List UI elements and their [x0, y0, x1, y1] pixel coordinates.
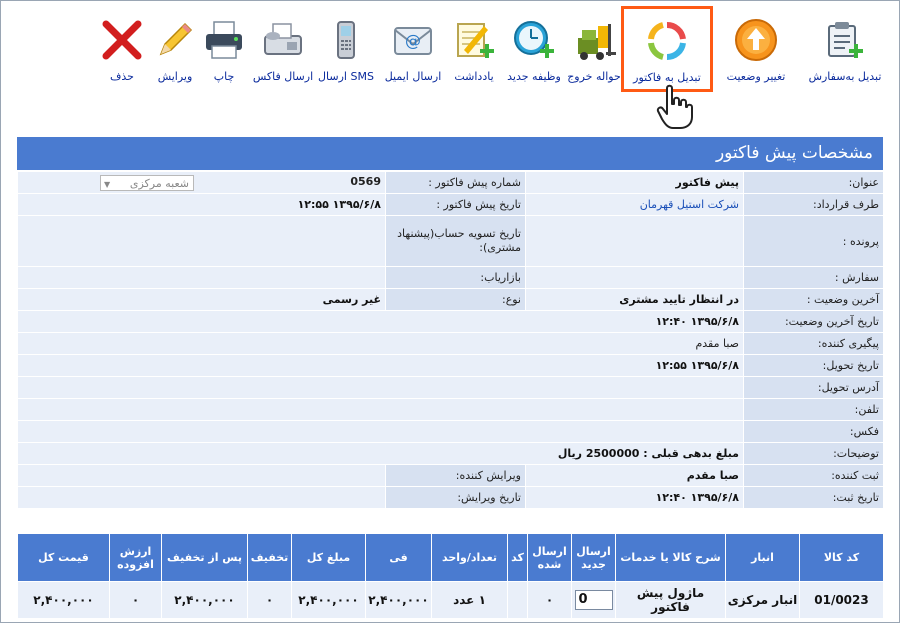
reg-date-label: تاریخ ثبت:	[744, 487, 884, 509]
unit-code	[508, 582, 528, 619]
new-send-input[interactable]: 0	[575, 590, 613, 610]
column-header: شرح کالا یا خدمات	[616, 534, 726, 582]
column-header: کد کالا	[800, 534, 884, 582]
column-header: پس از تخفیف	[162, 534, 248, 582]
column-header: ارسال جدید	[572, 534, 616, 582]
discount: ۰	[248, 582, 292, 619]
delivery-address-label: آدرس تحویل:	[744, 377, 884, 399]
orange-up-arrow-icon	[732, 16, 780, 64]
branch-select[interactable]	[100, 175, 194, 191]
number-cell	[18, 172, 386, 194]
branch-select-value: شعبه مرکزی	[129, 176, 189, 190]
status-date-value: ۱۳۹۵/۶/۸ ۱۲:۴۰	[18, 311, 744, 333]
new-task-button[interactable]	[503, 8, 565, 90]
notes-value: مبلغ بدهی قبلی : 2500000 ریال	[18, 443, 744, 465]
fax-icon	[259, 16, 307, 64]
file-value	[526, 216, 744, 267]
column-header: ارسال شده	[528, 534, 572, 582]
print-button[interactable]	[200, 8, 248, 90]
delivery-date-label: تاریخ تحویل:	[744, 355, 884, 377]
column-header: تعداد/واحد	[432, 534, 508, 582]
toolbar-label: ارسال فاکس	[252, 70, 314, 83]
new-send-cell	[572, 582, 616, 619]
item-warehouse: انبار مرکزی	[726, 582, 800, 619]
convert-to-order-button[interactable]	[800, 8, 890, 90]
settle-date-label: تاریخ تسویه حساب(پیشنهاد مشتری):	[386, 216, 526, 267]
registrar-label: ثبت کننده:	[744, 465, 884, 487]
total-price: ۲,۴۰۰,۰۰۰	[18, 582, 110, 619]
note-button[interactable]	[448, 8, 500, 90]
followup-value: صبا مقدم	[18, 333, 744, 355]
clipboard-add-icon	[821, 16, 869, 64]
toolbar-label: یادداشت	[454, 70, 494, 83]
status-date-label: تاریخ آخرین وضعیت:	[744, 311, 884, 333]
pencil-icon	[151, 16, 199, 64]
editor-value	[18, 465, 386, 487]
forklift-icon	[570, 16, 618, 64]
vat: ۰	[110, 582, 162, 619]
toolbar-label: حذف	[110, 70, 134, 83]
fax-value	[18, 421, 744, 443]
title-label: عنوان:	[744, 172, 884, 194]
items-table	[17, 533, 884, 619]
hand-pointer-icon	[655, 84, 695, 130]
toolbar-label: ویرایش	[157, 70, 193, 83]
type-value: غیر رسمی	[18, 289, 386, 311]
toolbar-label: ارسال ایمیل	[384, 70, 442, 83]
send-sms-button[interactable]	[314, 8, 378, 90]
reg-date-value: ۱۳۹۵/۶/۸ ۱۲:۴۰	[526, 487, 744, 509]
edit-date-value	[18, 487, 386, 509]
edit-date-label: تاریخ ویرایش:	[386, 487, 526, 509]
send-email-button[interactable]	[380, 8, 446, 90]
column-header: تخفیف	[248, 534, 292, 582]
marketer-label: بازاریاب:	[386, 267, 526, 289]
edit-button[interactable]	[150, 8, 200, 90]
notes-label: توضیحات:	[744, 443, 884, 465]
toolbar-label: تبدیل به فاکتور	[633, 71, 701, 84]
delivery-date-value: ۱۳۹۵/۶/۸ ۱۲:۵۵	[18, 355, 744, 377]
column-header: ارزش افزوده	[110, 534, 162, 582]
party-value-link[interactable]: شرکت استیل قهرمان	[526, 194, 744, 216]
chevron-down-icon: ▼	[104, 179, 111, 189]
red-x-icon	[98, 16, 146, 64]
toolbar-label: تبدیل به‌سفارش	[808, 70, 882, 83]
toolbar-label: ارسال SMS	[318, 70, 374, 83]
send-fax-button[interactable]	[252, 8, 314, 90]
delivery-address-value	[18, 377, 744, 399]
svg-text:@: @	[405, 31, 421, 50]
toolbar-label: وظیفه جدید	[507, 70, 561, 83]
column-header: قیمت کل	[18, 534, 110, 582]
delete-button[interactable]	[100, 8, 144, 90]
registrar-value: صبا مقدم	[526, 465, 744, 487]
email-icon	[389, 16, 437, 64]
number-value: 0569	[350, 174, 381, 188]
status-label: آخرین وضعیت :	[744, 289, 884, 311]
column-header: کد	[508, 534, 528, 582]
printer-icon	[200, 16, 248, 64]
editor-label: ویرایش کننده:	[386, 465, 526, 487]
phone-value	[18, 399, 744, 421]
quantity-unit: ۱ عدد	[432, 582, 508, 619]
toolbar-label: چاپ	[213, 70, 235, 83]
change-status-button[interactable]	[716, 8, 796, 90]
clock-add-icon	[510, 16, 558, 64]
fax-label: فکس:	[744, 421, 884, 443]
exit-slip-button[interactable]	[566, 8, 622, 90]
title-value: پیش فاکتور	[526, 172, 744, 194]
unit-price: ۲,۴۰۰,۰۰۰	[366, 582, 432, 619]
type-label: نوع:	[386, 289, 526, 311]
phone-label: تلفن:	[744, 399, 884, 421]
convert-cycle-icon	[643, 17, 691, 65]
convert-to-invoice-button[interactable]	[621, 6, 713, 92]
table-row	[18, 582, 884, 619]
mobile-phone-icon	[322, 16, 370, 64]
marketer-value	[18, 267, 386, 289]
toolbar-label: حواله خروج	[567, 70, 621, 83]
file-label: پرونده :	[744, 216, 884, 267]
total-amount: ۲,۴۰۰,۰۰۰	[292, 582, 366, 619]
order-label: سفارش :	[744, 267, 884, 289]
item-description: ماژول پیش فاکتور	[616, 582, 726, 619]
column-header: انبار	[726, 534, 800, 582]
items-header-row	[18, 534, 884, 582]
panel-title: مشخصات پیش فاکتور	[17, 137, 883, 170]
party-label: طرف قرارداد:	[744, 194, 884, 216]
details-table	[17, 171, 884, 509]
followup-label: پیگیری کننده:	[744, 333, 884, 355]
status-value: در انتظار تایید مشتری	[526, 289, 744, 311]
order-value	[526, 267, 744, 289]
item-code: 01/0023	[800, 582, 884, 619]
sent-qty: ۰	[528, 582, 572, 619]
date-label: تاریخ پیش فاکتور :	[386, 194, 526, 216]
after-discount: ۲,۴۰۰,۰۰۰	[162, 582, 248, 619]
toolbar	[0, 0, 900, 110]
notepad-add-icon	[450, 16, 498, 64]
number-label: شماره پیش فاکتور :	[386, 172, 526, 194]
column-header: مبلغ کل	[292, 534, 366, 582]
date-value: ۱۳۹۵/۶/۸ ۱۲:۵۵	[18, 194, 386, 216]
settle-date-value	[18, 216, 386, 267]
toolbar-label: تغییر وضعیت	[726, 70, 786, 83]
column-header: فی	[366, 534, 432, 582]
